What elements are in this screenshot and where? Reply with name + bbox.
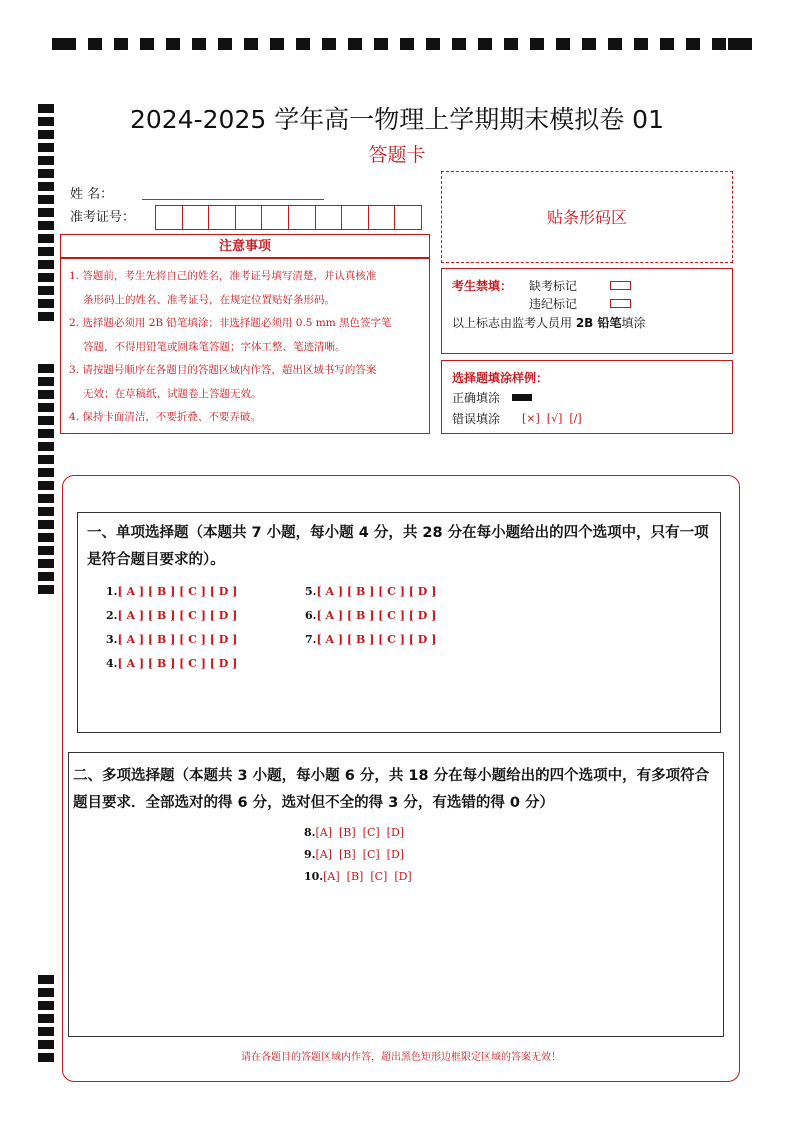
barcode-label: 贴条形码区 [546, 208, 627, 227]
question-row[interactable] [305, 585, 436, 598]
prohibit-note-suffix: 填涂 [621, 316, 646, 330]
question-row[interactable] [305, 609, 436, 622]
notice-line: 1. 答题前，考生先将自己的姓名，准考证号填写清楚，并认真核准 [69, 270, 377, 282]
question-row[interactable] [304, 870, 412, 883]
question-options[interactable]: [A] [B] [C] [D] [323, 870, 412, 883]
absent-mark-box[interactable] [610, 281, 631, 290]
prohibit-box [441, 268, 733, 354]
question-number: 2. [106, 609, 118, 622]
sample-title: 选择题填涂样例： [452, 371, 549, 385]
question-options[interactable]: [ A ] [ B ] [ C ] [ D ] [117, 657, 238, 670]
question-options[interactable]: [A] [B] [C] [D] [315, 826, 405, 839]
prohibit-label: 考生禁填： [452, 279, 513, 293]
section2-heading: 二、多项选择题（本题共 3 小题，每小题 6 分，共 18 分在每小题给出的四个选项中，有多项符合题目要求．全部选对的得 6 分，选对但不全的得 3 分，有选错的得 0 分） [73, 768, 710, 811]
violation-label: 违纪标记 [529, 297, 578, 311]
question-row[interactable] [106, 633, 237, 646]
question-options[interactable]: [ A ] [ B ] [ C ] [ D ] [316, 585, 437, 598]
correct-fill-sample [512, 394, 532, 401]
question-row[interactable] [106, 585, 237, 598]
question-number: 8. [304, 826, 316, 839]
footer-note: 请在各题目的答题区域内作答，超出黑色矩形边框限定区域的答案无效！ [241, 1052, 561, 1063]
question-options[interactable]: [ A ] [ B ] [ C ] [ D ] [117, 609, 238, 622]
question-number: 9. [304, 848, 316, 861]
section-single-choice [77, 512, 721, 733]
question-options[interactable]: [ A ] [ B ] [ C ] [ D ] [117, 585, 238, 598]
wrong-fill-samples: [×] [√] [/] [522, 412, 582, 425]
question-number: 3. [106, 633, 118, 646]
prohibit-note-prefix: 以上标志由监考人员用 [452, 316, 576, 330]
question-number: 4. [106, 657, 118, 670]
question-row[interactable] [304, 826, 404, 839]
question-row[interactable] [106, 657, 237, 670]
barcode-area [441, 171, 733, 263]
id-label: 准考证号： [70, 210, 136, 225]
notice-line: 条形码上的姓名、准考证号，在规定位置贴好条形码。 [83, 293, 335, 306]
question-row[interactable] [304, 848, 404, 861]
notice-line: 答题，不得用铅笔或圆珠笔答题；字体工整、笔迹清晰。 [83, 340, 346, 353]
name-label: 姓 名： [70, 187, 114, 202]
notice-body [60, 258, 430, 434]
sample-box [441, 360, 733, 434]
prohibit-note-bold: 2B 铅笔 [575, 316, 622, 330]
question-options[interactable]: [A] [B] [C] [D] [315, 848, 405, 861]
question-number: 1. [106, 585, 118, 598]
notice-line: 4. 保持卡面清洁，不要折叠、不要弄破。 [69, 411, 261, 423]
absent-label: 缺考标记 [529, 279, 578, 293]
notice-line: 2. 选择题必须用 2B 铅笔填涂；非选择题必须用 0.5 mm 黑色签字笔 [69, 317, 392, 329]
question-options[interactable]: [ A ] [ B ] [ C ] [ D ] [117, 633, 238, 646]
page-subtitle: 答题卡 [368, 144, 426, 166]
notice-title: 注意事项 [60, 234, 430, 258]
id-number-boxes[interactable] [155, 205, 422, 230]
question-row[interactable] [305, 633, 436, 646]
question-options[interactable]: [ A ] [ B ] [ C ] [ D ] [316, 633, 437, 646]
question-number: 10. [304, 870, 324, 883]
violation-mark-box[interactable] [610, 299, 631, 308]
question-number: 5. [305, 585, 317, 598]
name-field[interactable] [142, 198, 324, 200]
question-row[interactable] [106, 609, 237, 622]
page-title: 2024-2025 学年高一物理上学期期末模拟卷 01 [130, 105, 664, 134]
notice-line: 3. 请按题号顺序在各题目的答题区域内作答，超出区域书写的答案 [69, 364, 377, 376]
timing-marks-top [52, 38, 752, 52]
section1-heading: 一、单项选择题（本题共 7 小题，每小题 4 分，共 28 分在每小题给出的四个选项中，只有一项是符合题目要求的）。 [87, 525, 709, 568]
prohibit-note [452, 314, 646, 331]
correct-label: 正确填涂 [452, 391, 501, 405]
section-multi-choice [68, 752, 724, 1037]
question-number: 7. [305, 633, 317, 646]
wrong-label: 错误填涂 [452, 412, 501, 426]
question-number: 6. [305, 609, 317, 622]
question-options[interactable]: [ A ] [ B ] [ C ] [ D ] [316, 609, 437, 622]
notice-line: 无效；在草稿纸、试题卷上答题无效。 [83, 387, 262, 400]
